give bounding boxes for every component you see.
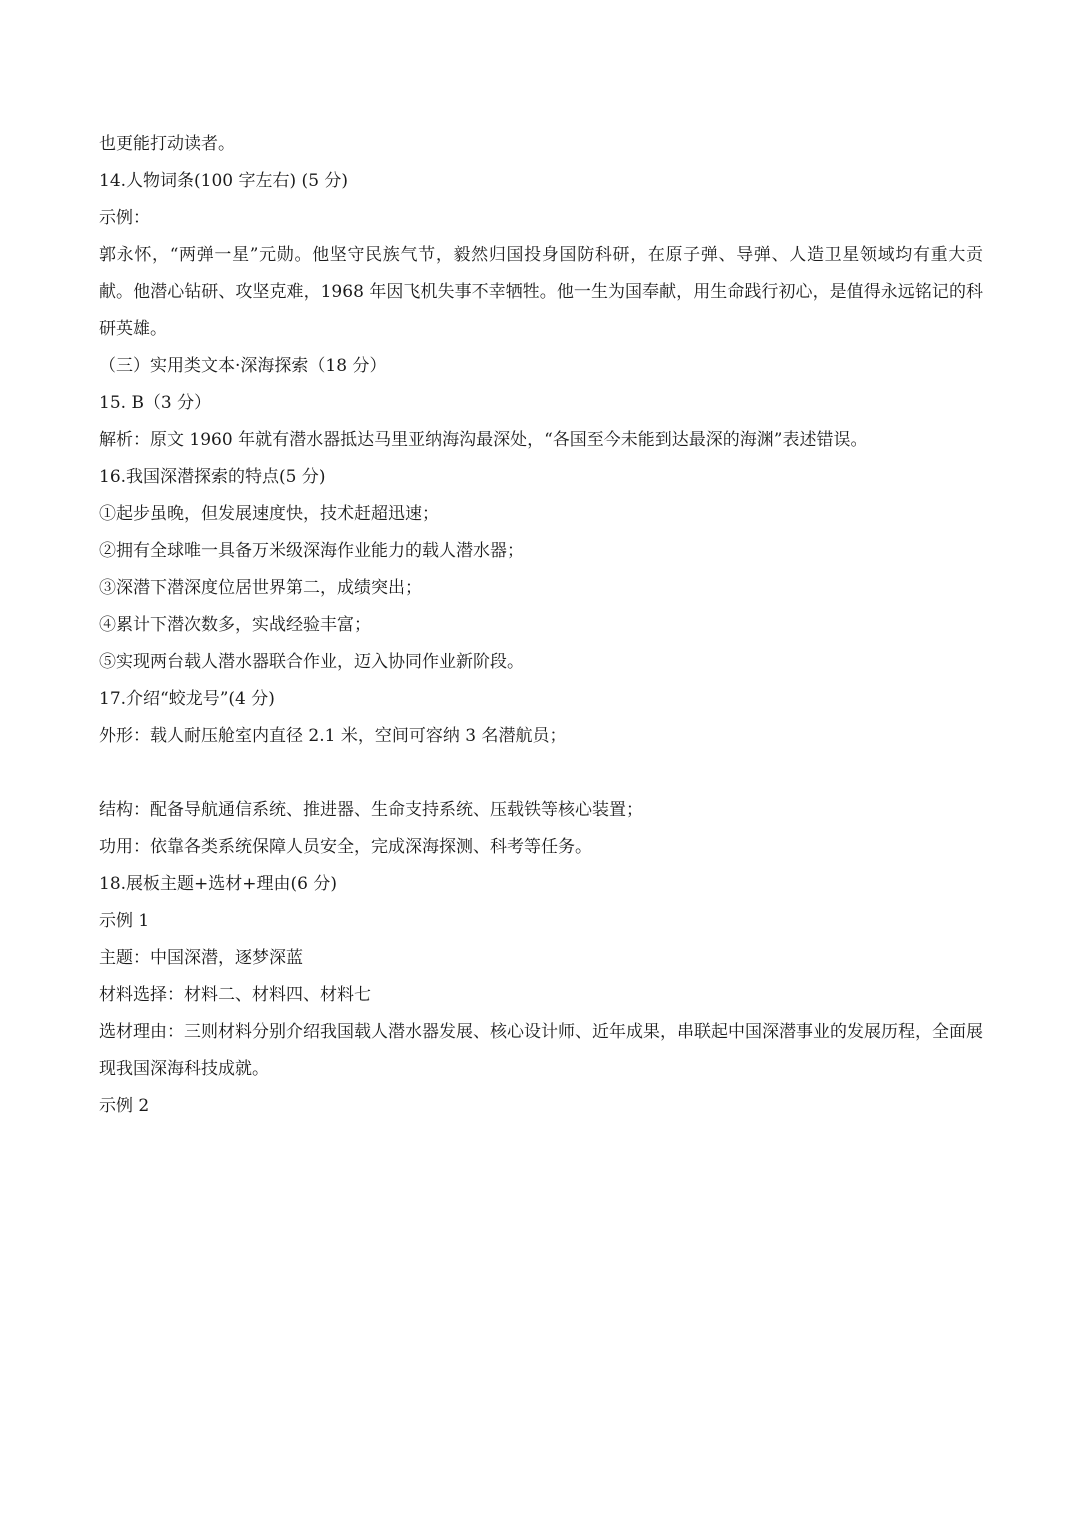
question-18-heading: 18.展板主题+选材+理由(6 分) [99, 874, 338, 894]
text-line: 外形：载人耐压舱室内直径 2.1 米，空间可容纳 3 名潜航员； [99, 726, 567, 746]
question-15-analysis: 解析：原文 1960 年就有潜水器抵达马里亚纳海沟最深处，“各国至今未能到达最深的海渊”表述错误。 [99, 430, 868, 450]
question-17-heading: 17.介绍“蛟龙号”(4 分) [99, 689, 275, 709]
list-item: ④累计下潜次数多，实战经验丰富； [99, 615, 371, 635]
blank-line [99, 755, 983, 792]
text-line: 示例 1 [99, 911, 150, 931]
list-item: ②拥有全球唯一具备万米级深海作业能力的载人潜水器； [99, 541, 524, 561]
section-3-heading: （三）实用类文本·深海探索（18 分） [99, 356, 387, 376]
question-14-answer: 郭永怀，“两弹一星”元勋。他坚守民族气节，毅然归国投身国防科研，在原子弹、导弹、人造卫星领域均有重大贡献。他潜心钻研、攻坚克难，1968 年因飞机失事不幸牺牲。他一生为国奉献，用生命践行初心，是值得永远铭记的科研英雄。 [99, 245, 983, 339]
document-body [99, 126, 983, 1125]
text-line: 也更能打动读者。 [99, 134, 235, 154]
list-item: ⑤实现两台载人潜水器联合作业，迈入协同作业新阶段。 [99, 652, 524, 672]
question-16-heading: 16.我国深潜探索的特点(5 分) [99, 467, 326, 487]
text-line: 示例： [99, 208, 150, 228]
question-15-answer: 15. B（3 分） [99, 393, 212, 413]
list-item: ③深潜下潜深度位居世界第二，成绩突出； [99, 578, 422, 598]
question-14-heading: 14.人物词条(100 字左右) (5 分) [99, 171, 349, 191]
text-line: 主题：中国深潜，逐梦深蓝 [99, 948, 303, 968]
text-line: 示例 2 [99, 1096, 150, 1116]
selection-reason: 选材理由：三则材料分别介绍我国载人潜水器发展、核心设计师、近年成果，串联起中国深潜事业的发展历程，全面展现我国深海科技成就。 [99, 1022, 983, 1079]
text-line: 材料选择：材料二、材料四、材料七 [99, 985, 371, 1005]
text-line: 功用：依靠各类系统保障人员安全，完成深海探测、科考等任务。 [99, 837, 592, 857]
text-line: 结构：配备导航通信系统、推进器、生命支持系统、压载铁等核心装置； [99, 800, 643, 820]
list-item: ①起步虽晚，但发展速度快，技术赶超迅速； [99, 504, 439, 524]
